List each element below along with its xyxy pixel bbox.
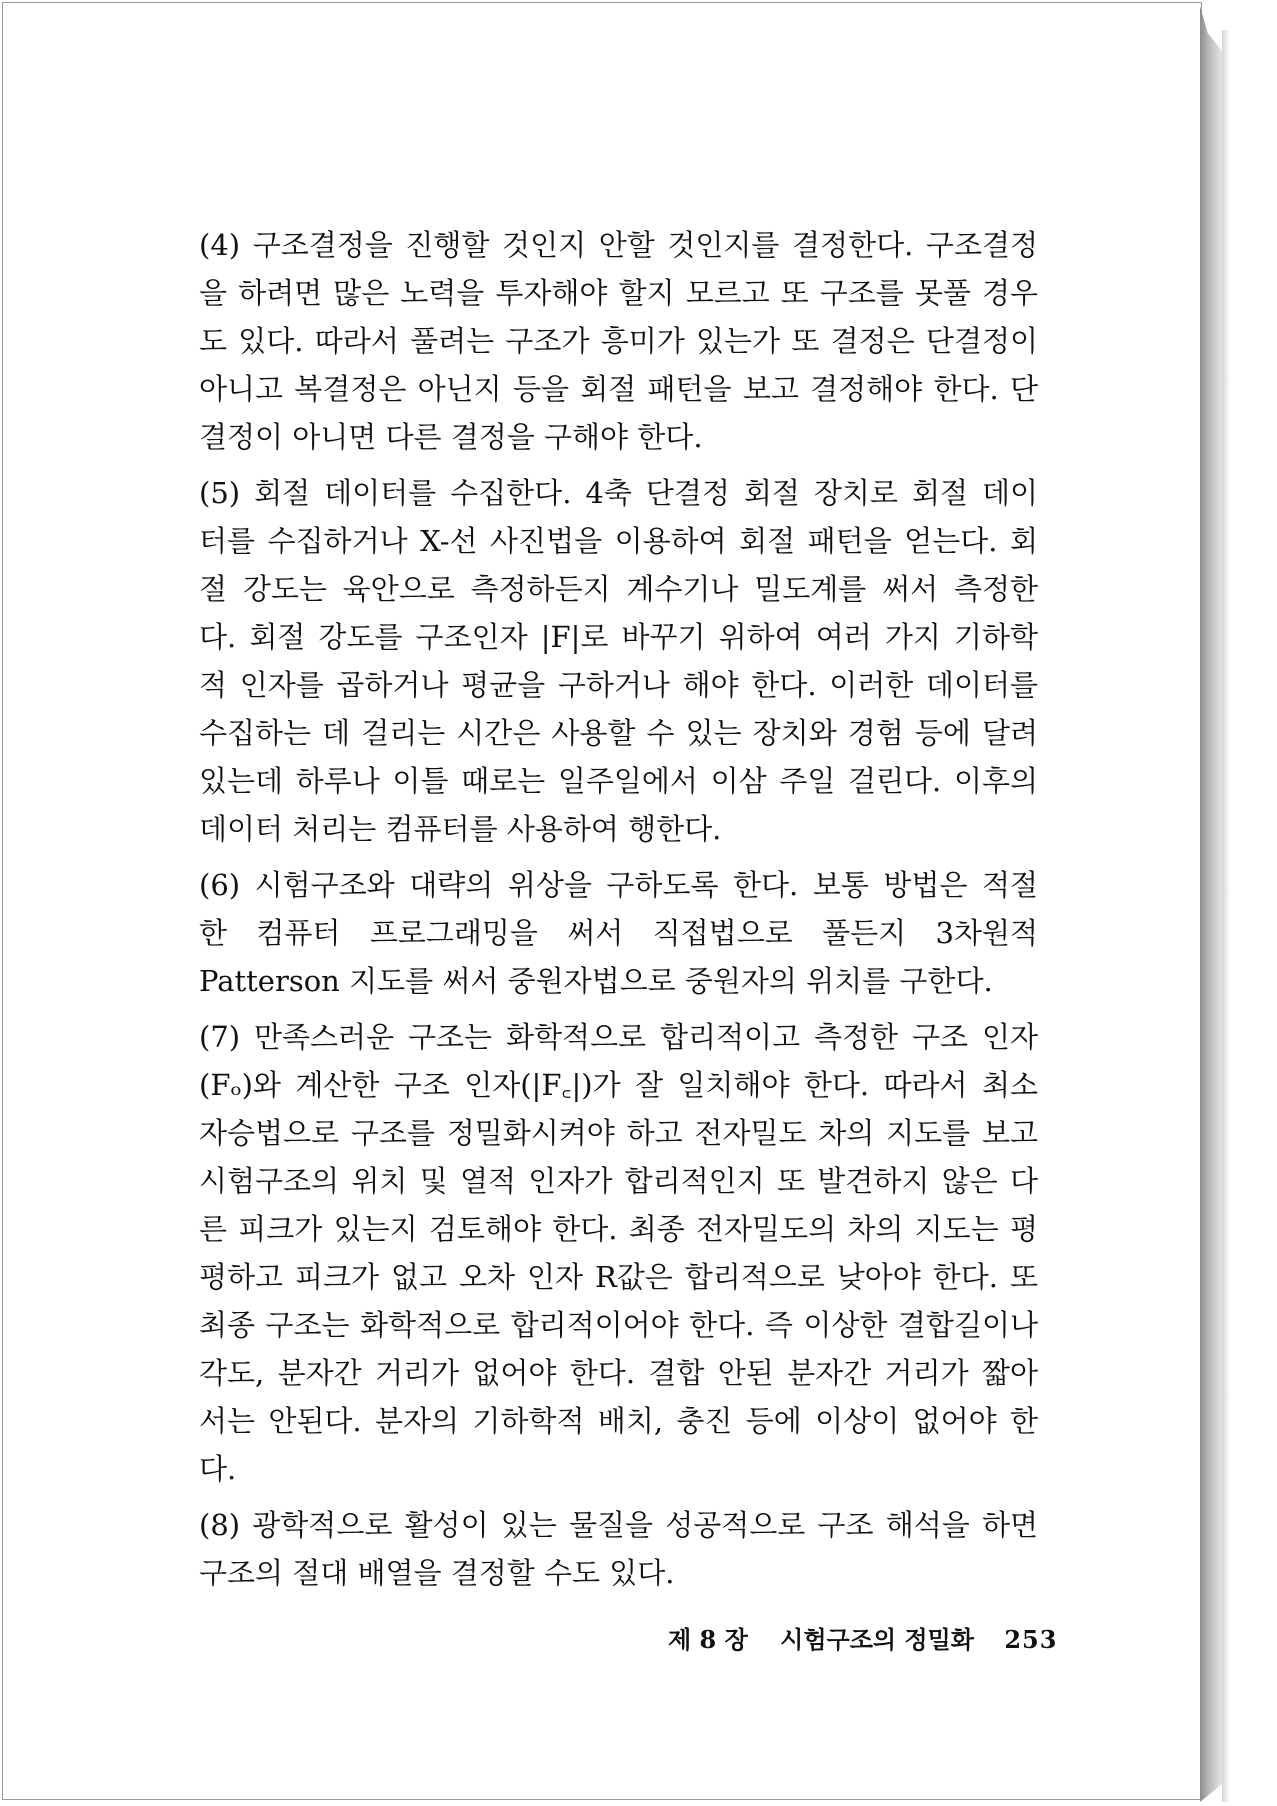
paragraph-7: [199, 1013, 1038, 1493]
text-line: 있는데 하루나 이틀 때로는 일주일에서 이삼 주일 걸린다. 이후의: [199, 764, 1038, 798]
body-text: [199, 221, 1038, 1597]
paragraph-4: [199, 221, 1038, 461]
text-line: 서는 안된다. 분자의 기하학적 배치, 충진 등에 이상이 없어야 한: [199, 1404, 1038, 1438]
page-curl-edge: [1200, 6, 1222, 1802]
text-line: 최종 구조는 화학적으로 합리적이어야 한다. 즉 이상한 결합길이나: [199, 1308, 1038, 1342]
text-line: 도 있다. 따라서 풀려는 구조가 흥미가 있는가 또 결정은 단결정이: [199, 324, 1038, 358]
text-line: 수집하는 데 걸리는 시간은 사용할 수 있는 장치와 경험 등에 달려: [199, 716, 1038, 750]
text-line: 시험구조의 위치 및 열적 인자가 합리적인지 또 발견하지 않은 다: [199, 1164, 1038, 1198]
text-line: 절 강도는 육안으로 측정하든지 계수기나 밀도계를 써서 측정한: [199, 572, 1038, 606]
text-line: 적 인자를 곱하거나 평균을 구하거나 해야 한다. 이러한 데이터를: [199, 668, 1038, 702]
running-footer: [668, 1620, 1058, 1660]
chapter-title: 시험구조의 정밀화: [780, 1625, 974, 1654]
text-line: (5) 회절 데이터를 수집한다. 4축 단결정 회절 장치로 회절 데이: [199, 476, 1038, 510]
text-line: 결정이 아니면 다른 결정을 구해야 한다.: [199, 420, 703, 454]
text-line: 자승법으로 구조를 정밀화시켜야 하고 전자밀도 차의 지도를 보고: [199, 1116, 1038, 1150]
page-number: 253: [1004, 1625, 1058, 1654]
text-line: 평하고 피크가 없고 오차 인자 R값은 합리적으로 낮아야 한다. 또: [199, 1260, 1038, 1294]
chapter-label: 제 8 장: [668, 1625, 748, 1654]
text-line: 각도, 분자간 거리가 없어야 한다. 결합 안된 분자간 거리가 짧아: [199, 1356, 1038, 1390]
paragraph-6: [199, 861, 1038, 1005]
text-line: 을 하려면 많은 노력을 투자해야 할지 모르고 또 구조를 못풀 경우: [199, 276, 1038, 310]
text-line: (4) 구조결정을 진행할 것인지 안할 것인지를 결정한다. 구조결정: [199, 228, 1038, 262]
text-line: 구조의 절대 배열을 결정할 수도 있다.: [199, 1556, 675, 1590]
text-line: 다. 회절 강도를 구조인자 |F|로 바꾸기 위하여 여러 가지 기하학: [199, 620, 1038, 654]
text-line: 한 컴퓨터 프로그래밍을 써서 직접법으로 풀든지 3차원적: [199, 916, 1038, 950]
text-line: 른 피크가 있는지 검토해야 한다. 최종 전자밀도의 차의 지도는 평: [199, 1212, 1038, 1246]
text-line: (8) 광학적으로 활성이 있는 물질을 성공적으로 구조 해석을 하면: [199, 1508, 1038, 1542]
text-line: (6) 시험구조와 대략의 위상을 구하도록 한다. 보통 방법은 적절: [199, 868, 1038, 902]
text-line: Patterson 지도를 써서 중원자법으로 중원자의 위치를 구한다.: [199, 964, 993, 998]
page-shadow: [1222, 30, 1230, 1802]
text-line: 아니고 복결정은 아닌지 등을 회절 패턴을 보고 결정해야 한다. 단: [199, 372, 1038, 406]
text-line: 데이터 처리는 컴퓨터를 사용하여 행한다.: [199, 812, 722, 846]
text-line: 다.: [199, 1452, 237, 1486]
paragraph-5: [199, 469, 1038, 853]
text-line: (7) 만족스러운 구조는 화학적으로 합리적이고 측정한 구조 인자: [199, 1020, 1038, 1054]
text-line: 터를 수집하거나 X-선 사진법을 이용하여 회절 패턴을 얻는다. 회: [199, 524, 1038, 558]
paragraph-8: [199, 1501, 1038, 1597]
text-line: (Fₒ)와 계산한 구조 인자(|F꜀|)가 잘 일치해야 한다. 따라서 최소: [199, 1068, 1038, 1102]
